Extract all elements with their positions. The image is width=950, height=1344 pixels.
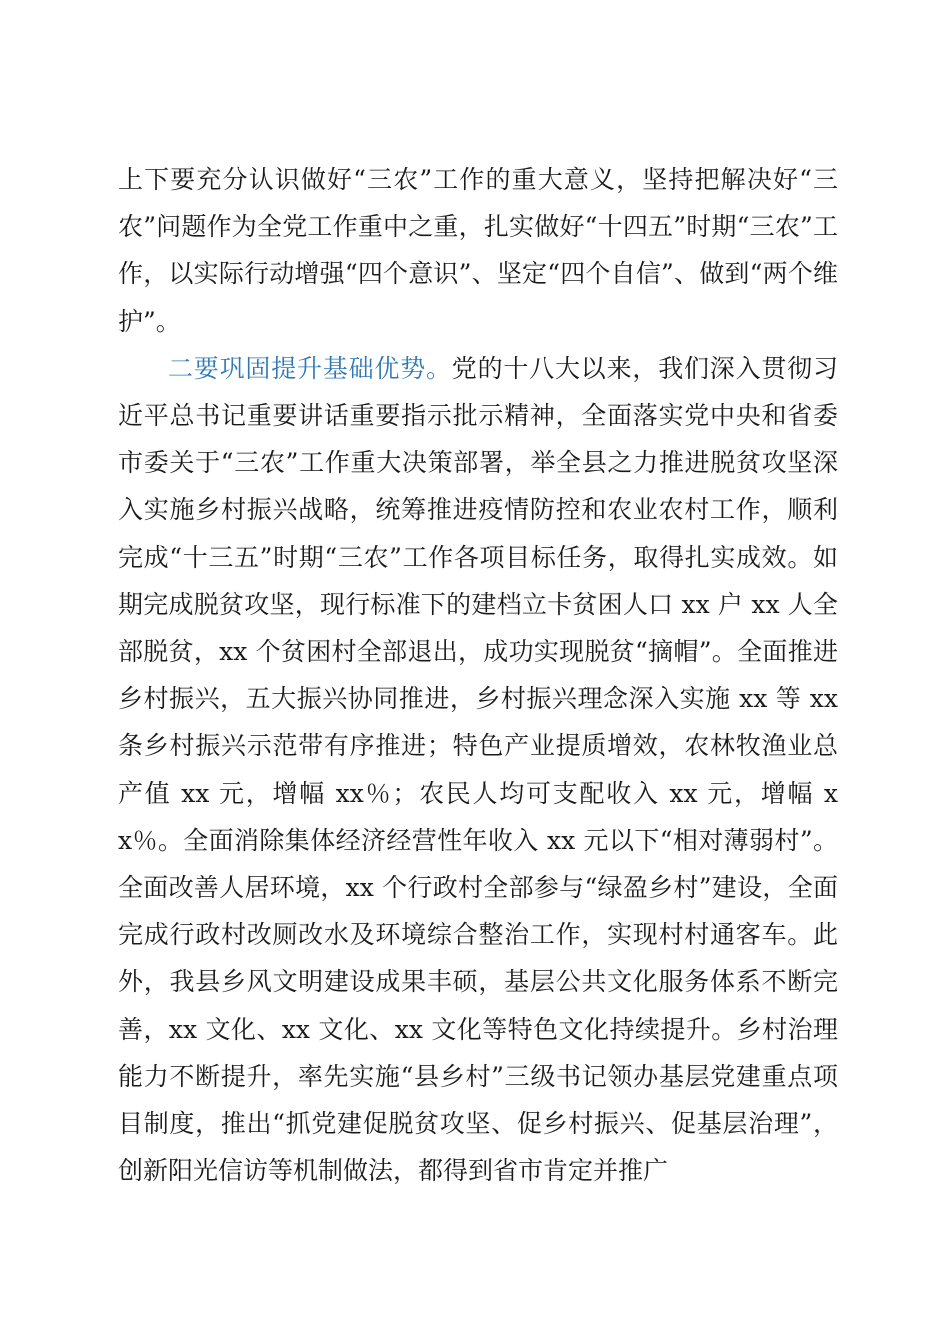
paragraph-2 <box>118 345 838 1195</box>
paragraph-1 <box>118 156 838 345</box>
paragraph-2-heading: 二要巩固提升基础优势。 <box>168 353 452 383</box>
document-body <box>118 156 838 1194</box>
paragraph-1-text: 上下要充分认识做好“三农”工作的重大意义，坚持把解决好“三农”问题作为全党工作重中之重，扎实做好“十四五”时期“三农”工作，以实际行动增强“四个意识”、坚定“四个自信”、做到“两个维护”。 <box>118 165 838 336</box>
paragraph-2-body: 党的十八大以来，我们深入贯彻习近平总书记重要讲话重要指示批示精神，全面落实党中央和省委市委关于“三农”工作重大决策部署，举全县之力推进脱贫攻坚深入实施乡村振兴战略，统筹推进疫情防控和农业农村工作，顺利完成“十三五”时期“三农”工作各项目标任务，取得扎实成效。如期完成脱贫攻坚，现行标准下的建档立卡贫困人口 xx 户 xx 人全部脱贫，xx 个贫困村全部退出，成功实现脱贫“摘帽”。全面推进乡村振兴，五大振兴协同推进，乡村振兴理念深入实施 xx 等 xx 条乡村振兴示范带有序推进；特色产业提质增效，农林牧渔业总产值 xx 元，增幅 xx％；农民人均可支配收入 xx 元，增幅 xx％。全面消除集体经济经营性年收入 xx 元以下“相对薄弱村”。全面改善人居环境，xx 个行政村全部参与“绿盈乡村”建设，全面完成行政村改厕改水及环境综合整治工作，实现村村通客车。此外，我县乡风文明建设成果丰硕，基层公共文化服务体系不断完善，xx 文化、xx 文化、xx 文化等特色文化持续提升。乡村治理能力不断提升，率先实施“县乡村”三级书记领办基层党建重点项目制度，推出“抓党建促脱贫攻坚、促乡村振兴、促基层治理”，创新阳光信访等机制做法，都得到省市肯定并推广 <box>118 353 838 1186</box>
